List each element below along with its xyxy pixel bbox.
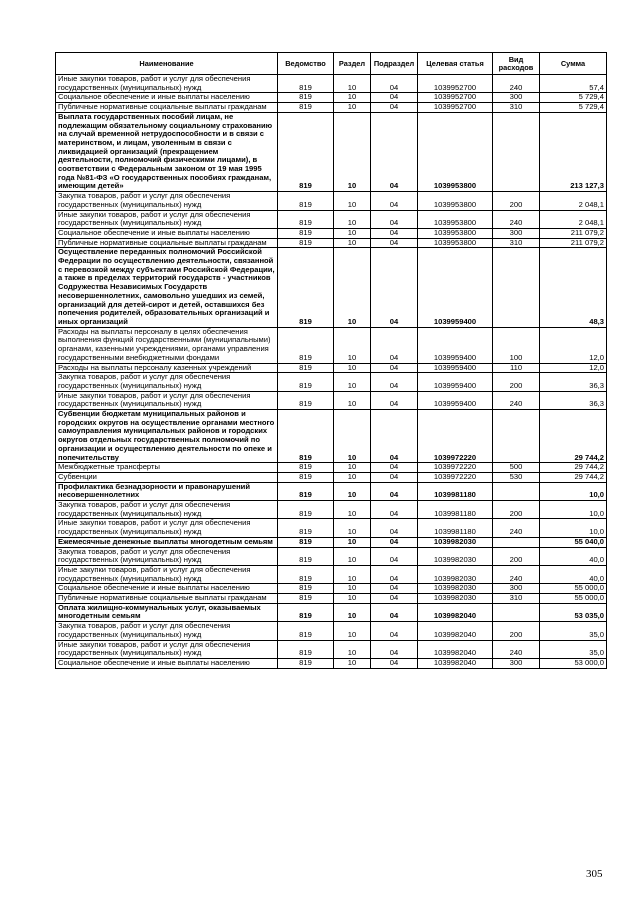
- cell-expense-type: 240: [493, 75, 540, 93]
- cell-department: 819: [278, 472, 334, 482]
- cell-department: 819: [278, 622, 334, 640]
- cell-name: Межбюджетные трансферты: [56, 463, 278, 473]
- cell-section: 10: [334, 410, 371, 463]
- cell-subsection: 04: [371, 93, 418, 103]
- cell-section: 10: [334, 659, 371, 669]
- cell-department: 819: [278, 603, 334, 621]
- header-sum: Сумма: [540, 53, 607, 75]
- cell-sum: 12,0: [540, 363, 607, 373]
- cell-target-article: 1039952700: [418, 93, 493, 103]
- cell-name: Расходы на выплаты персоналу в целях обеспечения выполнения функций государственными (муниципальными) органами, казенными учреждениями, органами управления государственными внебюджетными фондами: [56, 327, 278, 363]
- cell-department: 819: [278, 75, 334, 93]
- cell-sum: 55 000,0: [540, 594, 607, 604]
- cell-name: Закупка товаров, работ и услуг для обеспечения государственных (муниципальных) нужд: [56, 373, 278, 391]
- table-row: [56, 603, 607, 621]
- cell-name: Профилактика безнадзорности и правонарушений несовершеннолетних: [56, 482, 278, 500]
- table-row: [56, 327, 607, 363]
- cell-sum: 53 000,0: [540, 659, 607, 669]
- cell-name: Закупка товаров, работ и услуг для обеспечения государственных (муниципальных) нужд: [56, 192, 278, 210]
- cell-target-article: 1039959400: [418, 363, 493, 373]
- cell-section: 10: [334, 373, 371, 391]
- cell-name: Социальное обеспечение и иные выплаты населению: [56, 584, 278, 594]
- cell-subsection: 04: [371, 537, 418, 547]
- cell-target-article: 1039982030: [418, 565, 493, 583]
- cell-sum: 29 744,2: [540, 472, 607, 482]
- table-row: [56, 472, 607, 482]
- table-row: [56, 640, 607, 658]
- cell-name: Закупка товаров, работ и услуг для обеспечения государственных (муниципальных) нужд: [56, 547, 278, 565]
- cell-department: 819: [278, 103, 334, 113]
- cell-subsection: 04: [371, 659, 418, 669]
- table-row: [56, 594, 607, 604]
- cell-expense-type: 530: [493, 472, 540, 482]
- cell-target-article: 1039982040: [418, 659, 493, 669]
- cell-subsection: 04: [371, 622, 418, 640]
- cell-name: Социальное обеспечение и иные выплаты населению: [56, 228, 278, 238]
- cell-subsection: 04: [371, 519, 418, 537]
- cell-department: 819: [278, 659, 334, 669]
- cell-name: Субвенции: [56, 472, 278, 482]
- cell-target-article: 1039953800: [418, 210, 493, 228]
- cell-sum: 5 729,4: [540, 93, 607, 103]
- cell-name: Иные закупки товаров, работ и услуг для обеспечения государственных (муниципальных) нужд: [56, 519, 278, 537]
- cell-sum: 213 127,3: [540, 112, 607, 191]
- cell-section: 10: [334, 363, 371, 373]
- cell-target-article: 1039959400: [418, 391, 493, 409]
- cell-name: Публичные нормативные социальные выплаты гражданам: [56, 103, 278, 113]
- table-row: [56, 547, 607, 565]
- cell-expense-type: 110: [493, 363, 540, 373]
- cell-expense-type: [493, 603, 540, 621]
- cell-department: 819: [278, 547, 334, 565]
- cell-sum: 53 035,0: [540, 603, 607, 621]
- cell-sum: 29 744,2: [540, 410, 607, 463]
- cell-sum: 29 744,2: [540, 463, 607, 473]
- cell-name: Субвенции бюджетам муниципальных районов и городских округов на осуществление органами местного самоуправления муниципальных районов и городских округов отдельных государственных полномочий по организации и осуществлению деятельности по опеке и попечительству: [56, 410, 278, 463]
- table-row: [56, 501, 607, 519]
- cell-sum: 55 000,0: [540, 584, 607, 594]
- cell-target-article: 1039982030: [418, 584, 493, 594]
- cell-subsection: 04: [371, 584, 418, 594]
- cell-department: 819: [278, 112, 334, 191]
- table-row: [56, 482, 607, 500]
- cell-sum: 5 729,4: [540, 103, 607, 113]
- page-number: 305: [586, 868, 603, 880]
- cell-expense-type: 310: [493, 238, 540, 248]
- cell-section: 10: [334, 565, 371, 583]
- budget-table: [55, 52, 607, 669]
- cell-section: 10: [334, 327, 371, 363]
- cell-expense-type: 300: [493, 93, 540, 103]
- cell-expense-type: [493, 410, 540, 463]
- cell-subsection: 04: [371, 228, 418, 238]
- cell-name: Оплата жилищно-коммунальных услуг, оказываемых многодетным семьям: [56, 603, 278, 621]
- cell-expense-type: 300: [493, 584, 540, 594]
- cell-subsection: 04: [371, 192, 418, 210]
- cell-expense-type: 200: [493, 192, 540, 210]
- cell-department: 819: [278, 565, 334, 583]
- cell-department: 819: [278, 192, 334, 210]
- cell-sum: 40,0: [540, 547, 607, 565]
- cell-department: 819: [278, 482, 334, 500]
- cell-subsection: 04: [371, 238, 418, 248]
- cell-sum: 48,3: [540, 248, 607, 327]
- cell-expense-type: 200: [493, 547, 540, 565]
- cell-target-article: 1039953800: [418, 238, 493, 248]
- cell-target-article: 1039982030: [418, 547, 493, 565]
- cell-target-article: 1039952700: [418, 103, 493, 113]
- cell-target-article: 1039952700: [418, 75, 493, 93]
- header-expense-type: Вид расходов: [493, 53, 540, 75]
- cell-subsection: 04: [371, 112, 418, 191]
- cell-target-article: 1039982030: [418, 594, 493, 604]
- table-row: [56, 659, 607, 669]
- cell-department: 819: [278, 537, 334, 547]
- cell-target-article: 1039982030: [418, 537, 493, 547]
- cell-sum: 55 040,0: [540, 537, 607, 547]
- cell-target-article: 1039959400: [418, 327, 493, 363]
- cell-subsection: 04: [371, 501, 418, 519]
- cell-sum: 2 048,1: [540, 210, 607, 228]
- cell-section: 10: [334, 210, 371, 228]
- cell-target-article: 1039959400: [418, 373, 493, 391]
- cell-department: 819: [278, 501, 334, 519]
- cell-section: 10: [334, 248, 371, 327]
- cell-department: 819: [278, 373, 334, 391]
- cell-department: 819: [278, 238, 334, 248]
- cell-target-article: 1039959400: [418, 248, 493, 327]
- cell-section: 10: [334, 547, 371, 565]
- table-row: [56, 584, 607, 594]
- header-target-article: Целевая статья: [418, 53, 493, 75]
- cell-subsection: 04: [371, 482, 418, 500]
- cell-sum: 57,4: [540, 75, 607, 93]
- cell-department: 819: [278, 93, 334, 103]
- table-row: [56, 103, 607, 113]
- cell-expense-type: 300: [493, 659, 540, 669]
- cell-section: 10: [334, 112, 371, 191]
- cell-department: 819: [278, 248, 334, 327]
- cell-expense-type: 100: [493, 327, 540, 363]
- table-row: [56, 622, 607, 640]
- cell-expense-type: 310: [493, 594, 540, 604]
- cell-department: 819: [278, 584, 334, 594]
- cell-target-article: 1039953800: [418, 228, 493, 238]
- cell-section: 10: [334, 519, 371, 537]
- cell-expense-type: [493, 248, 540, 327]
- header-department: Ведомство: [278, 53, 334, 75]
- cell-target-article: 1039953800: [418, 112, 493, 191]
- cell-section: 10: [334, 192, 371, 210]
- cell-expense-type: 240: [493, 210, 540, 228]
- cell-name: Расходы на выплаты персоналу казенных учреждений: [56, 363, 278, 373]
- table-row: [56, 537, 607, 547]
- table-row: [56, 75, 607, 93]
- table-row: [56, 192, 607, 210]
- cell-target-article: 1039982040: [418, 622, 493, 640]
- cell-subsection: 04: [371, 373, 418, 391]
- cell-department: 819: [278, 210, 334, 228]
- cell-expense-type: 240: [493, 640, 540, 658]
- cell-subsection: 04: [371, 327, 418, 363]
- cell-sum: 36,3: [540, 391, 607, 409]
- cell-sum: 36,3: [540, 373, 607, 391]
- cell-department: 819: [278, 327, 334, 363]
- table-row: [56, 391, 607, 409]
- cell-department: 819: [278, 228, 334, 238]
- cell-sum: 10,0: [540, 519, 607, 537]
- cell-section: 10: [334, 75, 371, 93]
- cell-subsection: 04: [371, 640, 418, 658]
- cell-section: 10: [334, 584, 371, 594]
- cell-section: 10: [334, 93, 371, 103]
- cell-target-article: 1039981180: [418, 501, 493, 519]
- cell-sum: 12,0: [540, 327, 607, 363]
- table-row: [56, 248, 607, 327]
- table-row: [56, 463, 607, 473]
- cell-target-article: 1039972220: [418, 472, 493, 482]
- cell-expense-type: [493, 112, 540, 191]
- cell-name: Закупка товаров, работ и услуг для обеспечения государственных (муниципальных) нужд: [56, 501, 278, 519]
- cell-subsection: 04: [371, 565, 418, 583]
- cell-section: 10: [334, 238, 371, 248]
- table-row: [56, 565, 607, 583]
- cell-target-article: 1039953800: [418, 192, 493, 210]
- cell-subsection: 04: [371, 410, 418, 463]
- cell-subsection: 04: [371, 210, 418, 228]
- cell-target-article: 1039972220: [418, 463, 493, 473]
- cell-section: 10: [334, 622, 371, 640]
- cell-section: 10: [334, 463, 371, 473]
- table-body: [56, 75, 607, 669]
- table-row: [56, 228, 607, 238]
- cell-expense-type: 500: [493, 463, 540, 473]
- header-name: Наименование: [56, 53, 278, 75]
- cell-name: Осуществление переданных полномочий Российской Федерации по осуществлению деятельности, связанной с перевозкой между субъектами Российской Федерации, а также в пределах территорий государств - участников Содружества Независимых Государств несовершеннолетних, самовольно ушедших из семей, организаций для детей-сирот и детей, оставшихся без попечения родителей, образовательных организаций и иных организаций: [56, 248, 278, 327]
- cell-expense-type: 300: [493, 228, 540, 238]
- cell-department: 819: [278, 519, 334, 537]
- table-row: [56, 373, 607, 391]
- cell-expense-type: 240: [493, 391, 540, 409]
- cell-target-article: 1039982040: [418, 603, 493, 621]
- cell-subsection: 04: [371, 547, 418, 565]
- cell-name: Ежемесячные денежные выплаты многодетным семьям: [56, 537, 278, 547]
- cell-section: 10: [334, 391, 371, 409]
- table-row: [56, 238, 607, 248]
- cell-sum: 35,0: [540, 622, 607, 640]
- cell-section: 10: [334, 603, 371, 621]
- cell-target-article: 1039982040: [418, 640, 493, 658]
- cell-subsection: 04: [371, 391, 418, 409]
- cell-subsection: 04: [371, 248, 418, 327]
- cell-name: Публичные нормативные социальные выплаты гражданам: [56, 238, 278, 248]
- cell-expense-type: 200: [493, 373, 540, 391]
- cell-name: Публичные нормативные социальные выплаты гражданам: [56, 594, 278, 604]
- cell-expense-type: 240: [493, 565, 540, 583]
- table-row: [56, 112, 607, 191]
- budget-table-page: [55, 52, 606, 669]
- cell-department: 819: [278, 594, 334, 604]
- cell-subsection: 04: [371, 472, 418, 482]
- cell-name: Иные закупки товаров, работ и услуг для обеспечения государственных (муниципальных) нужд: [56, 640, 278, 658]
- cell-name: Закупка товаров, работ и услуг для обеспечения государственных (муниципальных) нужд: [56, 622, 278, 640]
- cell-section: 10: [334, 501, 371, 519]
- cell-target-article: 1039972220: [418, 410, 493, 463]
- cell-name: Социальное обеспечение и иные выплаты населению: [56, 659, 278, 669]
- table-header: [56, 53, 607, 75]
- cell-subsection: 04: [371, 75, 418, 93]
- cell-sum: 35,0: [540, 640, 607, 658]
- header-section: Раздел: [334, 53, 371, 75]
- cell-name: Иные закупки товаров, работ и услуг для обеспечения государственных (муниципальных) нужд: [56, 391, 278, 409]
- cell-section: 10: [334, 228, 371, 238]
- cell-subsection: 04: [371, 103, 418, 113]
- cell-expense-type: 240: [493, 519, 540, 537]
- cell-name: Иные закупки товаров, работ и услуг для обеспечения государственных (муниципальных) нужд: [56, 565, 278, 583]
- table-row: [56, 519, 607, 537]
- cell-expense-type: 310: [493, 103, 540, 113]
- cell-section: 10: [334, 594, 371, 604]
- cell-target-article: 1039981180: [418, 519, 493, 537]
- table-row: [56, 363, 607, 373]
- table-row: [56, 210, 607, 228]
- cell-department: 819: [278, 363, 334, 373]
- cell-sum: 2 048,1: [540, 192, 607, 210]
- cell-department: 819: [278, 410, 334, 463]
- cell-section: 10: [334, 472, 371, 482]
- cell-name: Иные закупки товаров, работ и услуг для обеспечения государственных (муниципальных) нужд: [56, 210, 278, 228]
- cell-name: Социальное обеспечение и иные выплаты населению: [56, 93, 278, 103]
- table-row: [56, 93, 607, 103]
- cell-name: Иные закупки товаров, работ и услуг для обеспечения государственных (муниципальных) нужд: [56, 75, 278, 93]
- cell-department: 819: [278, 391, 334, 409]
- cell-expense-type: 200: [493, 501, 540, 519]
- header-subsection: Подраздел: [371, 53, 418, 75]
- cell-name: Выплата государственных пособий лицам, не подлежащим обязательному социальному страхованию на случай временной нетрудоспособности и в связи с материнством, и лицам, уволенным в связи с ликвидацией организаций (прекращением деятельности, полномочий физическими лицами), в соответствии с Федеральным законом от 19 мая 1995 года №81-ФЗ «О государственных пособиях гражданам, имеющим детей»: [56, 112, 278, 191]
- cell-expense-type: 200: [493, 622, 540, 640]
- cell-department: 819: [278, 463, 334, 473]
- cell-section: 10: [334, 640, 371, 658]
- cell-department: 819: [278, 640, 334, 658]
- cell-target-article: 1039981180: [418, 482, 493, 500]
- cell-expense-type: [493, 537, 540, 547]
- cell-subsection: 04: [371, 363, 418, 373]
- cell-subsection: 04: [371, 594, 418, 604]
- cell-sum: 40,0: [540, 565, 607, 583]
- cell-sum: 211 079,2: [540, 238, 607, 248]
- cell-sum: 10,0: [540, 501, 607, 519]
- cell-subsection: 04: [371, 463, 418, 473]
- cell-section: 10: [334, 537, 371, 547]
- cell-section: 10: [334, 103, 371, 113]
- cell-section: 10: [334, 482, 371, 500]
- cell-sum: 211 079,2: [540, 228, 607, 238]
- cell-expense-type: [493, 482, 540, 500]
- cell-subsection: 04: [371, 603, 418, 621]
- table-row: [56, 410, 607, 463]
- cell-sum: 10,0: [540, 482, 607, 500]
